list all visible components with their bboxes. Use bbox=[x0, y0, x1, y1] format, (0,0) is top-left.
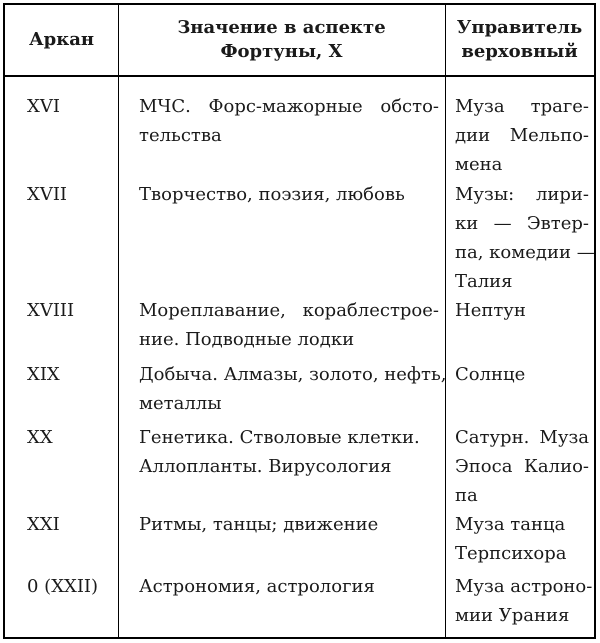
arcana-cell bbox=[27, 180, 115, 209]
ruler-line: Эпоса Калио- bbox=[455, 456, 589, 477]
ruler-line: Муза танца bbox=[455, 514, 566, 535]
arcana-cell bbox=[27, 92, 115, 121]
meaning-cell bbox=[139, 360, 447, 418]
arcana-number: XVI bbox=[27, 96, 60, 117]
ruler-line: Нептун bbox=[455, 300, 526, 321]
ruler-line: ки — Эвтер- bbox=[455, 213, 589, 234]
ruler-line: Муза траге- bbox=[455, 96, 589, 117]
table-header bbox=[5, 5, 594, 77]
ruler-line: Терпсихора bbox=[455, 543, 567, 564]
ruler-line: Солнце bbox=[455, 364, 526, 385]
arcana-cell bbox=[27, 572, 115, 601]
arcana-cell bbox=[27, 510, 115, 539]
ruler-cell bbox=[455, 423, 589, 510]
meaning-line: тельства bbox=[139, 125, 222, 146]
ruler-cell bbox=[455, 572, 593, 630]
arcana-number: XX bbox=[27, 427, 53, 448]
meaning-cell bbox=[139, 296, 439, 354]
arcana-number: XVIII bbox=[27, 300, 75, 321]
ruler-line: Сатурн. Муза bbox=[455, 427, 589, 448]
ruler-cell bbox=[455, 360, 589, 389]
meaning-line: Аллопланты. Вирусология bbox=[139, 456, 392, 477]
arcana-cell bbox=[27, 360, 115, 389]
header-ruler-line-2: верховный bbox=[461, 41, 578, 62]
meaning-cell bbox=[139, 423, 439, 481]
meaning-line: Генетика. Стволовые клетки. bbox=[139, 427, 420, 448]
arcana-number: XIX bbox=[27, 364, 60, 385]
arcana-number: XXI bbox=[27, 514, 60, 535]
arcana-cell bbox=[27, 423, 115, 452]
meaning-line: металлы bbox=[139, 393, 222, 414]
header-meaning bbox=[118, 5, 445, 75]
header-arcana-label: Аркан bbox=[28, 29, 95, 50]
ruler-cell bbox=[455, 510, 589, 568]
header-ruler bbox=[445, 5, 594, 75]
ruler-line: па bbox=[455, 485, 478, 506]
column-divider-2 bbox=[445, 5, 446, 637]
meaning-line: Добыча. Алмазы, золото, нефть, bbox=[139, 364, 447, 385]
ruler-line: Талия bbox=[455, 271, 513, 292]
ruler-line: Музы: лири- bbox=[455, 184, 589, 205]
header-meaning-line-2: Фортуны, X bbox=[220, 41, 343, 62]
ruler-line: па, комедии — bbox=[455, 242, 595, 263]
meaning-line: МЧС. Форс-мажорные обсто- bbox=[139, 96, 439, 117]
column-divider-1 bbox=[118, 5, 119, 637]
ruler-line: мена bbox=[455, 154, 503, 175]
ruler-cell bbox=[455, 92, 589, 179]
arcana-number: 0 (XXII) bbox=[27, 576, 99, 597]
meaning-cell bbox=[139, 92, 439, 150]
ruler-line: мии Урания bbox=[455, 605, 570, 626]
meaning-cell bbox=[139, 180, 439, 209]
meaning-line: ние. Подводные лодки bbox=[139, 329, 355, 350]
header-ruler-line-1: Управитель bbox=[456, 17, 583, 38]
header-arcana bbox=[5, 5, 118, 75]
ruler-cell bbox=[455, 180, 595, 296]
header-meaning-line-1: Значение в аспекте bbox=[177, 17, 386, 38]
ruler-line: Муза астроно- bbox=[455, 576, 593, 597]
ruler-cell bbox=[455, 296, 589, 325]
meaning-cell bbox=[139, 510, 439, 539]
meaning-line: Астрономия, астрология bbox=[139, 576, 375, 597]
arcana-cell bbox=[27, 296, 115, 325]
ruler-line: дии Мельпо- bbox=[455, 125, 589, 146]
meaning-line: Ритмы, танцы; движение bbox=[139, 514, 379, 535]
arcana-number: XVII bbox=[27, 184, 68, 205]
meaning-cell bbox=[139, 572, 439, 601]
arcana-table bbox=[3, 3, 596, 639]
meaning-line: Творчество, поэзия, любовь bbox=[139, 184, 405, 205]
meaning-line: Мореплавание, кораблестрое- bbox=[139, 300, 439, 321]
